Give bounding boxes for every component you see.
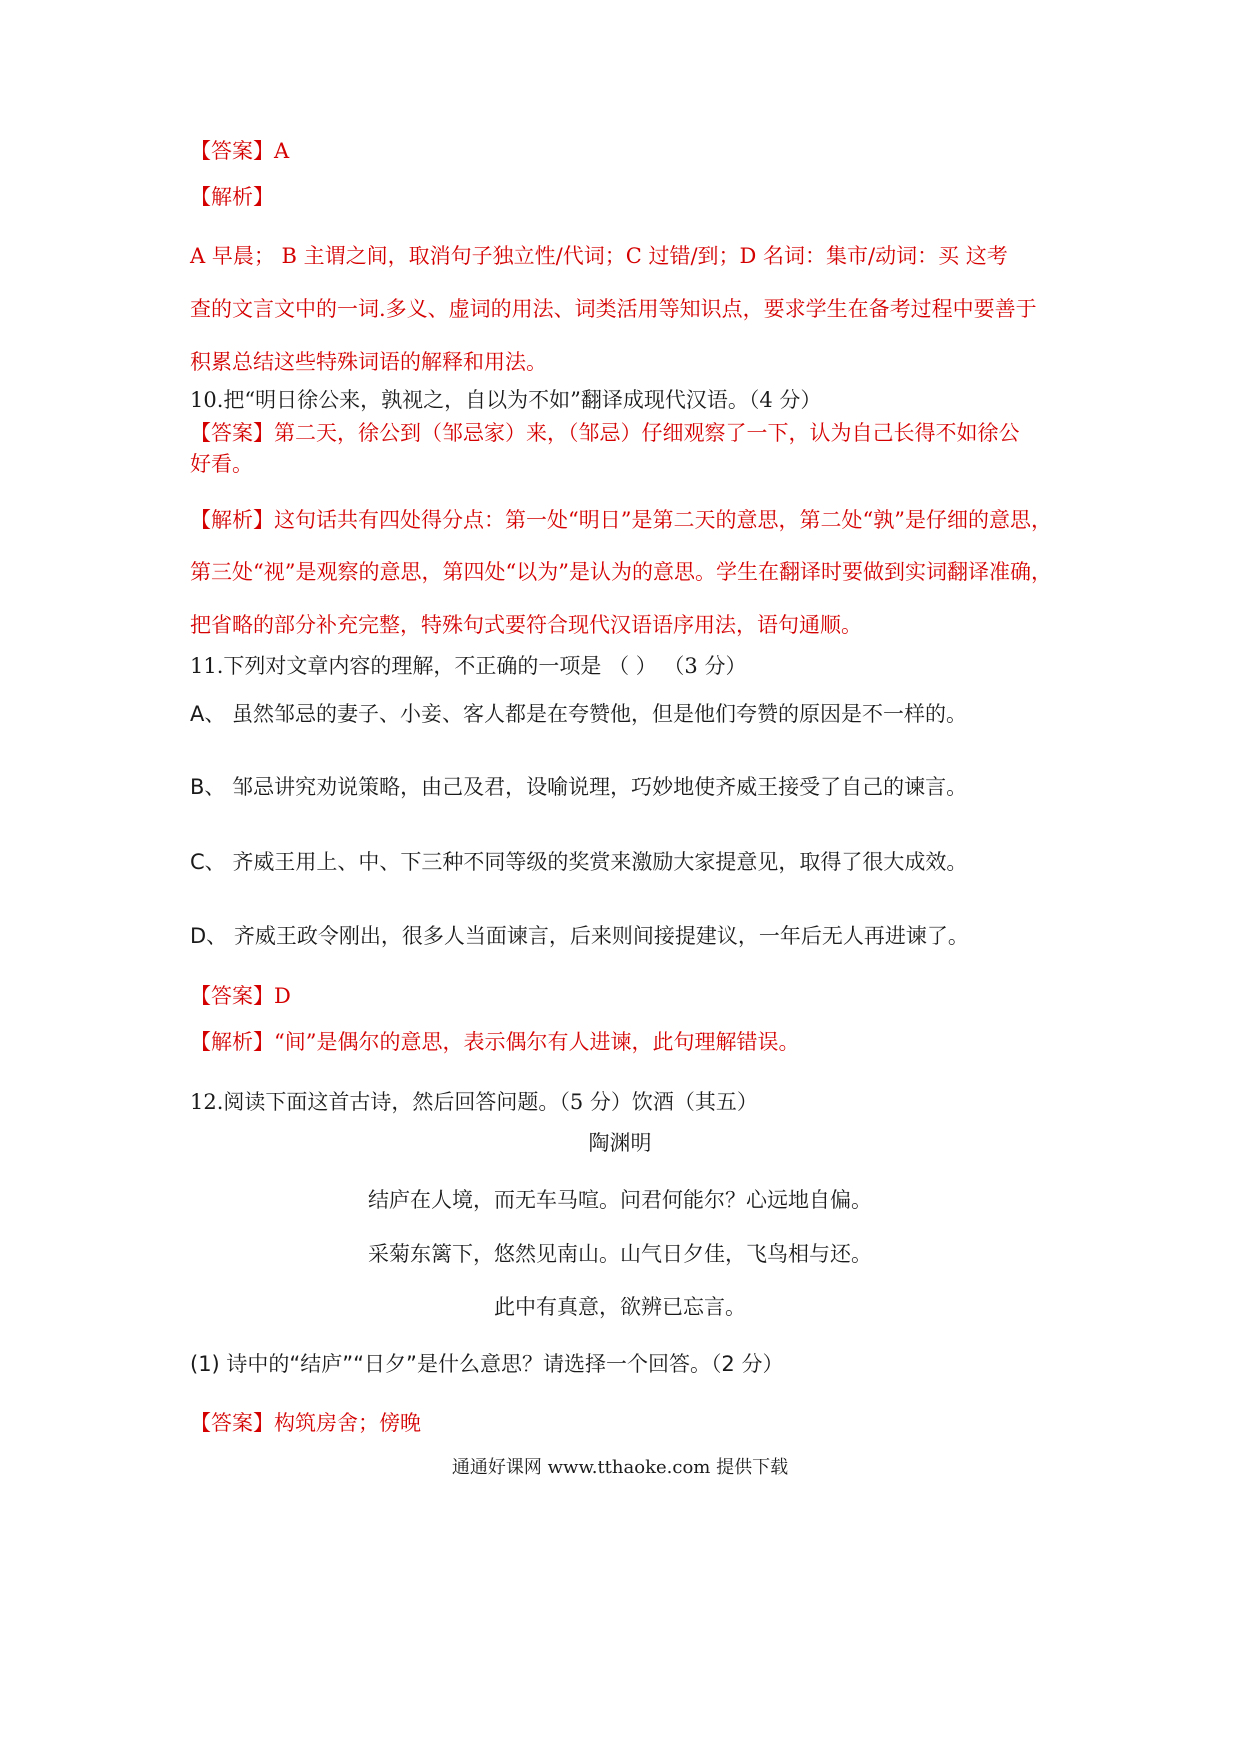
poem-line: 结庐在人境，而无车马喧。问君何能尔？心远地自偏。	[368, 1188, 872, 1212]
poet-name: 陶渊明	[588, 1131, 652, 1155]
page-footer: 通通好课网 www.tthaoke.com 提供下载	[451, 1457, 789, 1478]
q10-answer-line: 好看。	[190, 452, 253, 476]
q9-analysis-line: 积累总结这些特殊词语的解释和用法。	[190, 350, 547, 374]
q12-sub1-question: (1) 诗中的“结庐”“日夕”是什么意思？请选择一个回答。（2 分）	[190, 1352, 784, 1376]
q12-sub1-answer: 【答案】构筑房舍；傍晚	[190, 1411, 421, 1435]
q11-analysis: 【解析】“间”是偶尔的意思，表示偶尔有人进谏，此句理解错误。	[190, 1030, 800, 1054]
poem-line: 采菊东篱下，悠然见南山。山气日夕佳，飞鸟相与还。	[368, 1242, 872, 1266]
q12-question: 12.阅读下面这首古诗，然后回答问题。（5 分）饮酒（其五）	[190, 1090, 758, 1114]
q11-answer: 【答案】D	[190, 984, 291, 1008]
q10-analysis-line: 【解析】这句话共有四处得分点：第一处“明日”是第二天的意思，第二处“孰”是仔细的意思，	[190, 508, 1052, 532]
q10-analysis-line: 把省略的部分补充完整，特殊句式要符合现代汉语语序用法，语句通顺。	[190, 613, 862, 637]
q10-answer-line: 【答案】第二天，徐公到（邹忌家）来，（邹忌）仔细观察了一下，认为自己长得不如徐公	[190, 421, 1020, 445]
q11-option-d: D、 齐威王政令刚出，很多人当面谏言，后来则间接提建议，一年后无人再进谏了。	[190, 924, 969, 948]
q11-option-a: A、 虽然邹忌的妻子、小妾、客人都是在夸赞他，但是他们夸赞的原因是不一样的。	[190, 702, 968, 726]
q9-analysis-label: 【解析】	[190, 185, 274, 209]
q11-question: 11.下列对文章内容的理解，不正确的一项是 （ ） （3 分）	[190, 654, 747, 678]
q9-analysis-line: 查的文言文中的一词.多义、虚词的用法、词类活用等知识点，要求学生在备考过程中要善于	[190, 297, 1037, 321]
poem-line: 此中有真意，欲辨已忘言。	[494, 1295, 746, 1319]
q10-question: 10.把“明日徐公来，孰视之，自以为不如”翻译成现代汉语。（4 分）	[190, 388, 822, 412]
q11-option-c: C、 齐威王用上、中、下三种不同等级的奖赏来激励大家提意见，取得了很大成效。	[190, 850, 968, 874]
q11-option-b: B、 邹忌讲究劝说策略，由己及君，设喻说理，巧妙地使齐威王接受了自己的谏言。	[190, 775, 968, 799]
q9-analysis-line: A 早晨； B 主谓之间，取消句子独立性/代词；C 过错/到；D 名词：集市/动词：买 这考	[190, 244, 1008, 268]
q10-analysis-line: 第三处“视”是观察的意思，第四处“以为”是认为的意思。学生在翻译时要做到实词翻译准确，	[190, 560, 1052, 584]
q9-answer: 【答案】A	[190, 139, 290, 163]
